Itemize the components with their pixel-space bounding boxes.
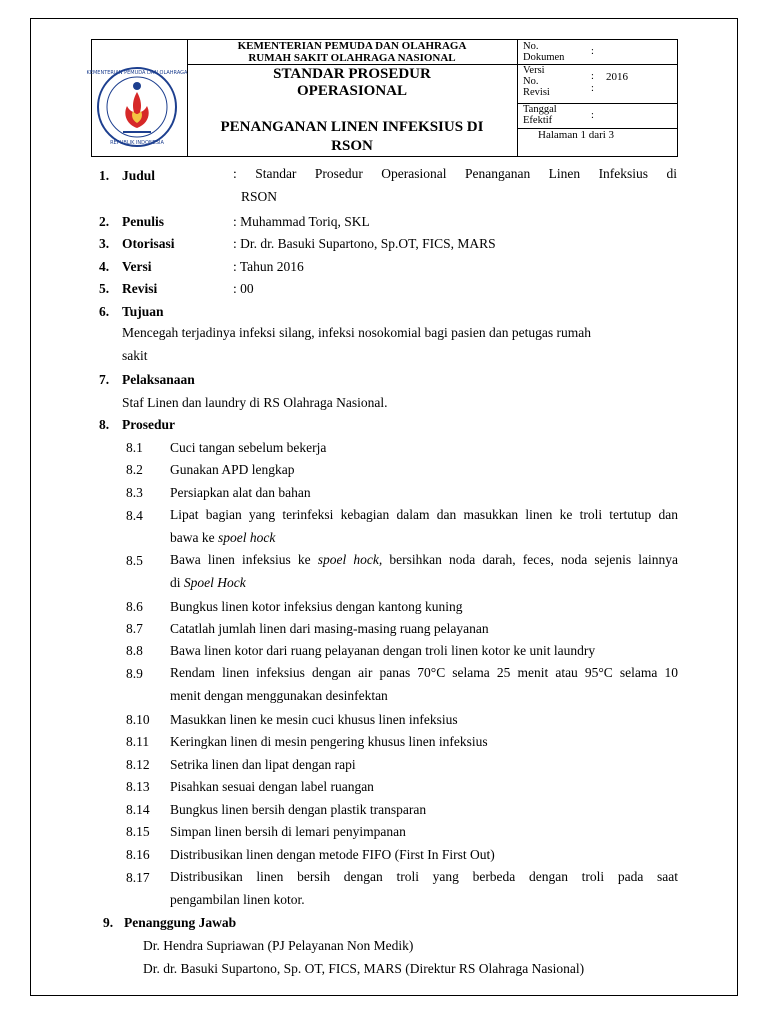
step-number: 8.1 [126, 440, 143, 455]
section-num: 9. [103, 915, 114, 930]
step-text: Catatlah jumlah linen dari masing-masing ruang pelayanan [170, 621, 489, 636]
field-value-versi: : Tahun 2016 [233, 259, 304, 274]
step-text: Cuci tangan sebelum bekerja [170, 440, 327, 455]
step-number: 8.7 [126, 621, 143, 636]
step-number: 8.15 [126, 824, 150, 839]
prosedur-heading: Prosedur [122, 417, 175, 432]
step-text: Masukkan linen ke mesin cuci khusus linen infeksius [170, 712, 458, 727]
versi-colon: : [591, 71, 594, 82]
field-label-penulis: Penulis [122, 214, 165, 229]
section-num: 8. [99, 417, 110, 432]
step-text: Distribusikan linen dengan metode FIFO (First In First Out) [170, 847, 495, 862]
step-number: 8.17 [126, 870, 150, 885]
tanggal-colon: : [591, 110, 594, 121]
step-text: Rendam linen infeksius dengan air panas 70°C selama 25 menit atau 95°C selama 10 menit dengan menggunakan desinfektan [170, 665, 678, 703]
step-text: Bawa linen kotor dari ruang pelayanan dengan troli linen kotor ke unit laundry [170, 643, 596, 658]
step-number: 8.12 [126, 757, 150, 772]
field-value-revisi: : 00 [233, 281, 254, 296]
svg-text:KEMENTERIAN PEMUDA DAN OLAHRAG: KEMENTERIAN PEMUDA DAN OLAHRAGA [86, 70, 188, 76]
step-text: Keringkan linen di mesin pengering khusus linen infeksius [170, 734, 488, 749]
step-text: Gunakan APD lengkap [170, 462, 295, 477]
responsible-person: Dr. Hendra Supriawan (PJ Pelayanan Non Medik) [143, 938, 414, 953]
penanggung-jawab-heading: Penanggung Jawab [124, 915, 237, 930]
step-number: 8.8 [126, 643, 143, 658]
tujuan-text: Mencegah terjadinya infeksi silang, infeksi nosokomial bagi pasien dan petugas rumah sakit [122, 325, 591, 363]
field-value-otorisasi: : Dr. dr. Basuki Supartono, Sp.OT, FICS, MARS [233, 236, 496, 251]
tanggal-efektif-label: Tanggal Efektif [523, 104, 557, 126]
step-text: Distribusikan linen bersih dengan troli yang berbeda dengan troli pada saat pengambilan linen kotor. [170, 869, 678, 907]
tujuan-heading: Tujuan [122, 304, 164, 319]
step-number: 8.4 [126, 508, 143, 523]
step-number: 8.13 [126, 779, 150, 794]
field-label-otorisasi: Otorisasi [122, 236, 175, 251]
no-dokumen-label: No. Dokumen [523, 41, 565, 63]
sop-title: STANDAR PROSEDUR OPERASIONAL [273, 66, 431, 99]
svg-text:REPUBLIK INDONESIA: REPUBLIK INDONESIA [110, 140, 164, 146]
page-number: Halaman 1 dari 3 [538, 129, 615, 141]
versi-revisi-label: Versi No. Revisi [523, 65, 550, 98]
step-number: 8.3 [126, 485, 143, 500]
document-title: PENANGANAN LINEN INFEKSIUS DI RSON [220, 119, 484, 154]
step-text: Lipat bagian yang terinfeksi kebagian dalam dan masukkan linen ke troli tertutup dan bawa ke spoel hock [170, 507, 678, 545]
step-number: 8.11 [126, 734, 150, 749]
field-num: 4. [99, 259, 110, 274]
document-header-table [86, 39, 678, 157]
field-num: 5. [99, 281, 110, 296]
pelaksanaan-text: Staf Linen dan laundry di RS Olahraga Nasional. [122, 395, 388, 410]
field-label-versi: Versi [122, 259, 152, 274]
step-number: 8.5 [126, 553, 143, 568]
step-text: Setrika linen dan lipat dengan rapi [170, 757, 356, 772]
step-number: 8.2 [126, 462, 143, 477]
step-number: 8.14 [126, 802, 150, 817]
field-label-revisi: Revisi [122, 281, 158, 296]
versi-value: 2016 [606, 71, 628, 83]
section-num: 7. [99, 372, 110, 387]
no-dokumen-colon: : [591, 46, 594, 57]
pelaksanaan-heading: Pelaksanaan [122, 372, 195, 387]
responsible-person: Dr. dr. Basuki Supartono, Sp. OT, FICS, MARS (Direktur RS Olahraga Nasional) [143, 961, 585, 976]
step-number: 8.16 [126, 847, 150, 862]
step-number: 8.9 [126, 666, 143, 681]
section-num: 6. [99, 304, 110, 319]
field-num: 1. [99, 168, 110, 183]
step-text: Bawa linen infeksius ke spoel hock, bersihkan noda darah, feces, noda sejenis lainnya di Spoel Hock [170, 552, 678, 590]
field-value-penulis: : Muhammad Toriq, SKL [233, 214, 370, 229]
field-num: 2. [99, 214, 110, 229]
step-text: Bungkus linen kotor infeksius dengan kantong kuning [170, 599, 463, 614]
field-num: 3. [99, 236, 110, 251]
no-revisi-colon: : [591, 83, 594, 94]
ministry-name: KEMENTERIAN PEMUDA DAN OLAHRAGA RUMAH SAKIT OLAHRAGA NASIONAL [237, 40, 467, 64]
step-text: Bungkus linen bersih dengan plastik transparan [170, 802, 427, 817]
step-number: 8.10 [126, 712, 150, 727]
field-label-judul: Judul [122, 168, 156, 183]
step-text: Pisahkan sesuai dengan label ruangan [170, 779, 374, 794]
step-text: Simpan linen bersih di lemari penyimpanan [170, 824, 406, 839]
ministry-logo-icon [86, 66, 188, 148]
field-value-judul: : Standar Prosedur Operasional Penanganan Linen Infeksius di RSON [233, 166, 677, 204]
step-number: 8.6 [126, 599, 143, 614]
step-text: Persiapkan alat dan bahan [170, 485, 311, 500]
